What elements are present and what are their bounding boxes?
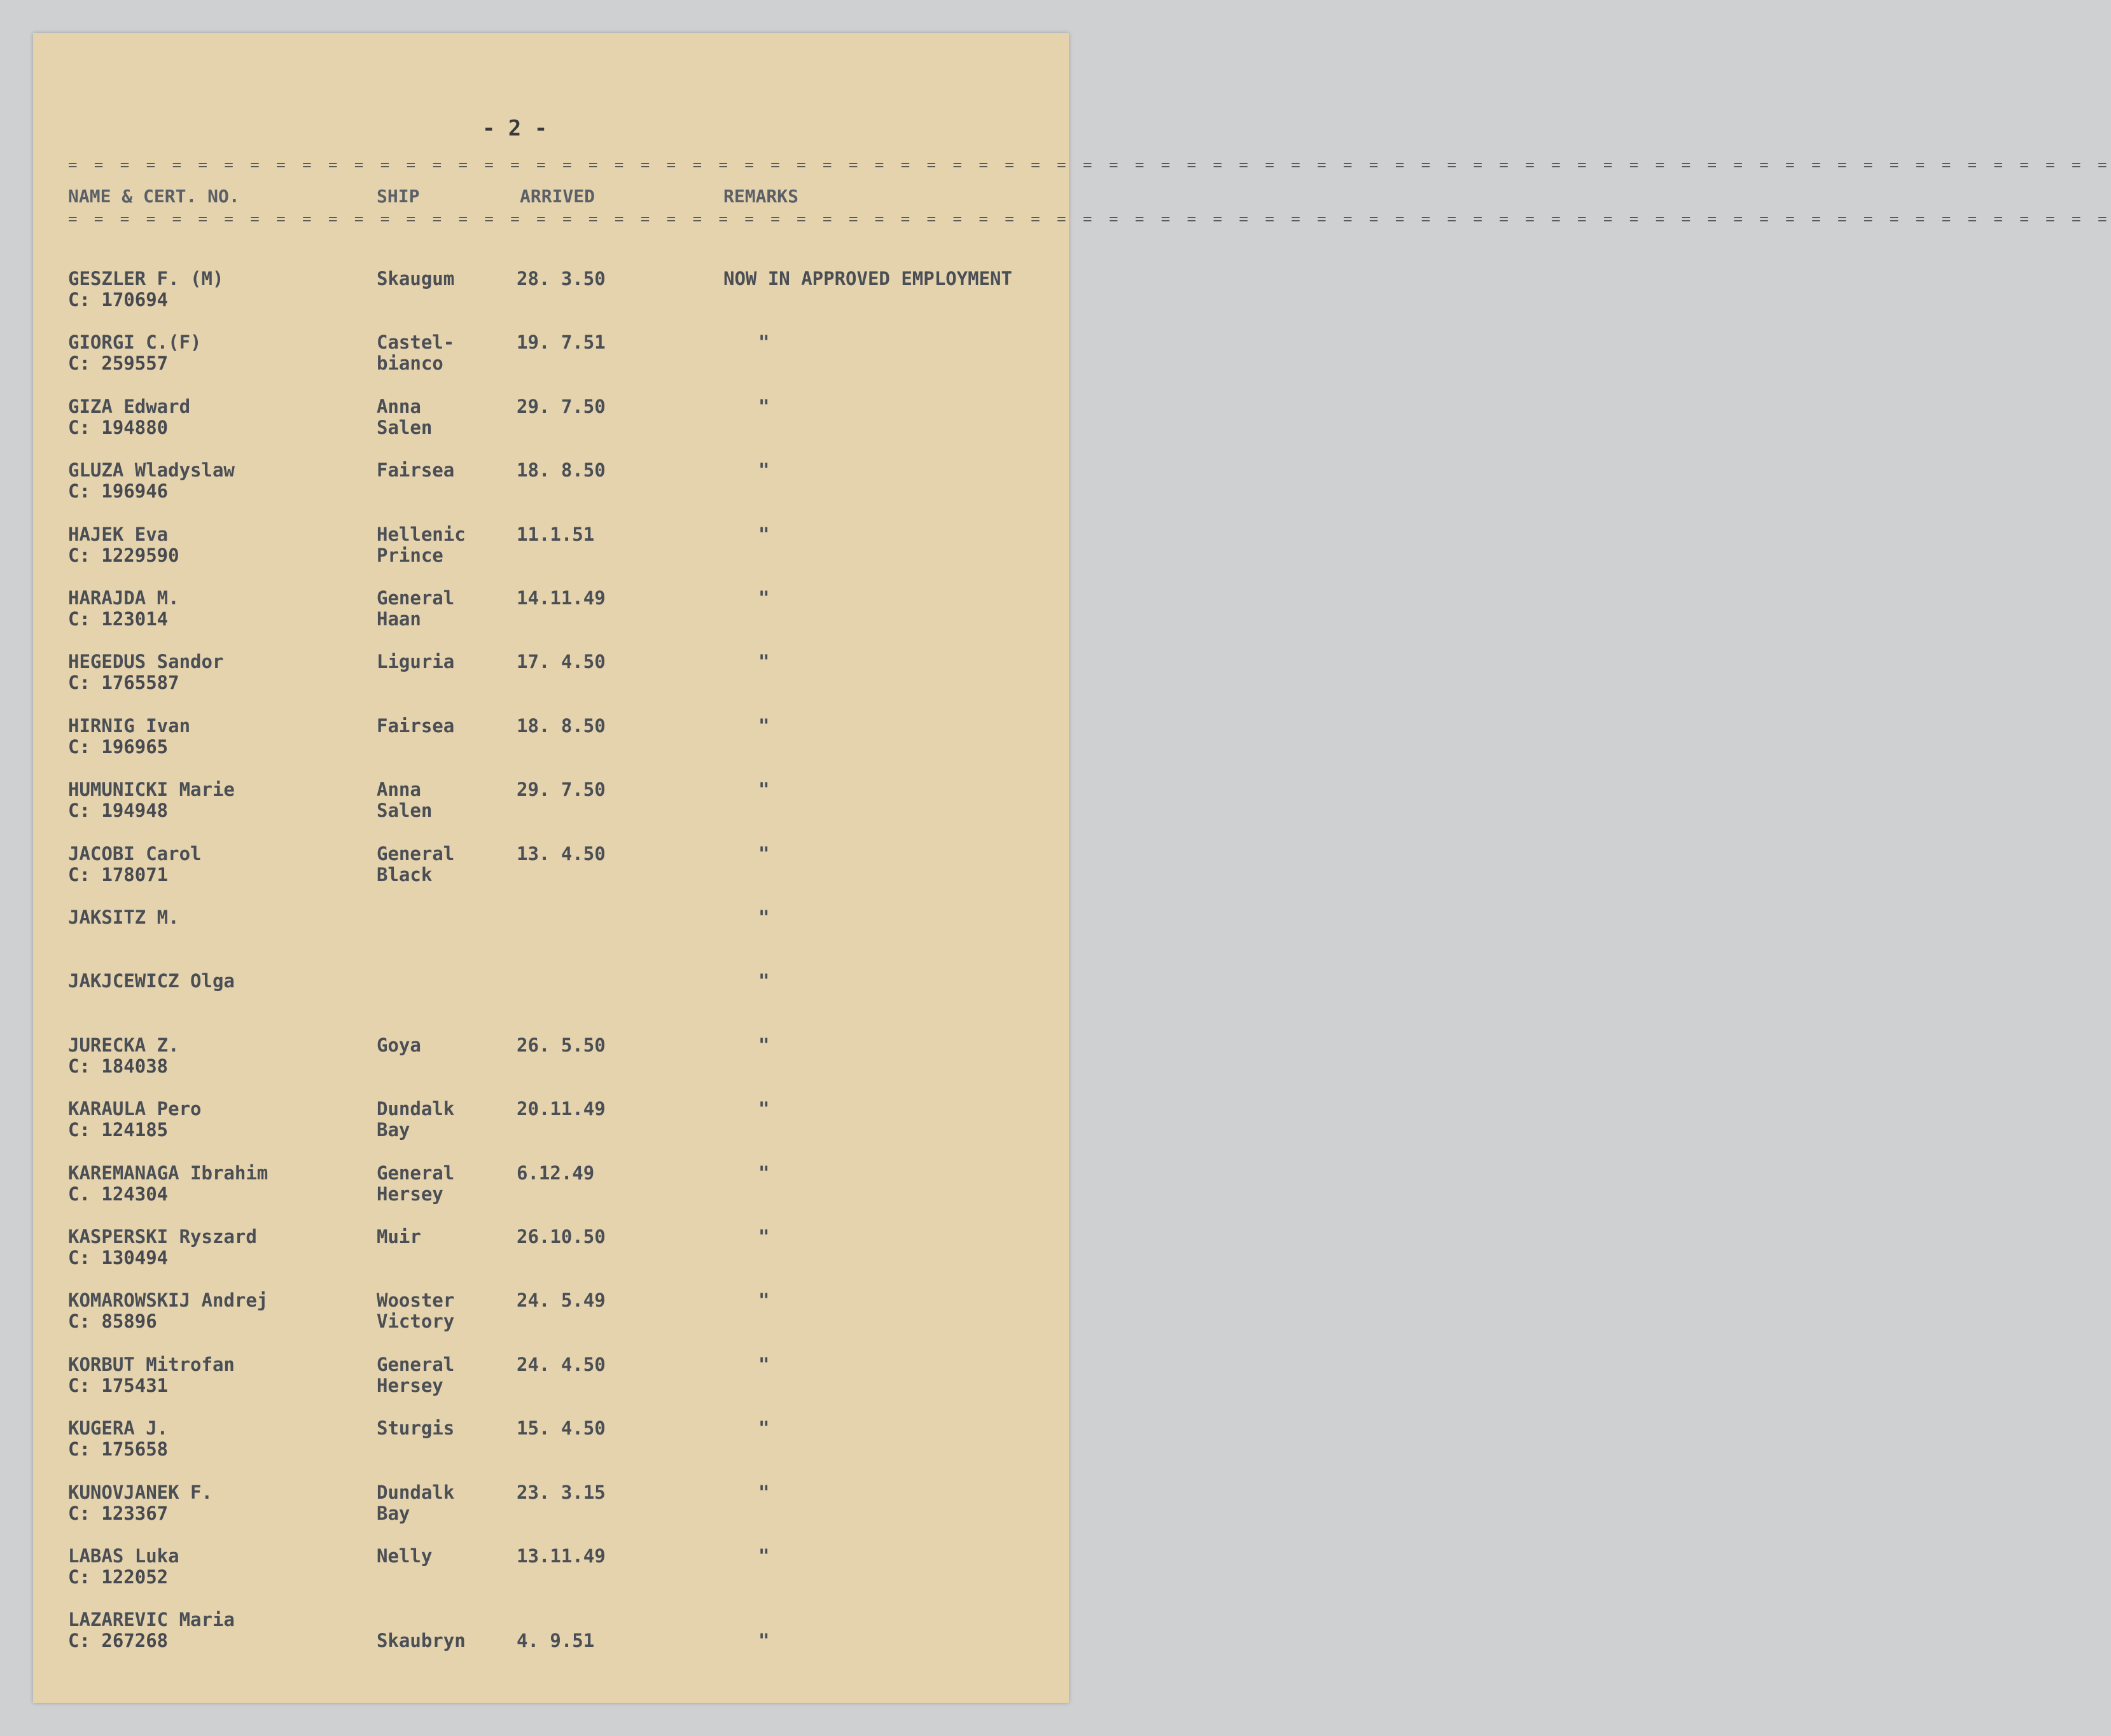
name-cert-cell (68, 332, 367, 374)
cert-number: C: 184038 (68, 1055, 169, 1077)
table-row (33, 396, 1069, 454)
remark-ditto-mark: " (758, 1098, 770, 1120)
arrived-date: 6.12.49 (517, 1162, 595, 1184)
header-rule-top: = = = = = = = = = = = = = = = = = = = = = = = = = = = = = = = = = = = = = = = = = = = = = = = = = = = = = = = = = = = = = = = = = = = = = = = = = = = = = = = (68, 156, 2111, 174)
arrived-date: 29. 7.50 (517, 779, 606, 801)
cert-number: C: 123367 (68, 1502, 169, 1524)
person-name: KASPERSKI Ryszard (68, 1226, 257, 1247)
name-cert-cell (68, 396, 367, 438)
name-cert-cell (68, 844, 367, 885)
person-name: GIZA Edward (68, 395, 191, 417)
cert-number: C: 124185 (68, 1119, 169, 1141)
name-cert-cell (68, 1226, 367, 1268)
cert-number: C: 175431 (68, 1374, 169, 1396)
name-cert-cell (68, 716, 367, 758)
name-cert-cell (68, 460, 367, 502)
arrived-date: 18. 8.50 (517, 714, 606, 737)
cert-number: C: 267268 (68, 1630, 169, 1652)
ship-name-line2: Hersey (377, 1374, 443, 1396)
cert-number: C: 196965 (68, 735, 169, 758)
arrived-date: 15. 4.50 (517, 1417, 606, 1440)
table-row (33, 1226, 1069, 1284)
name-cert-cell (68, 1163, 367, 1205)
arrived-date: 28. 3.50 (517, 268, 606, 289)
ship-cell (377, 779, 510, 821)
ship-name-line1: General (377, 1162, 455, 1184)
ship-name-line1 (377, 1609, 510, 1630)
name-cert-cell (68, 1418, 367, 1460)
remark-ditto-mark: " (758, 906, 770, 928)
table-row (33, 651, 1069, 709)
arrived-date: 23. 3.15 (517, 1481, 606, 1503)
ship-name-line1: General (377, 1353, 455, 1375)
remark-ditto-mark: " (758, 842, 770, 865)
ship-name-line1: Hellenic (377, 523, 466, 545)
ship-cell (377, 844, 510, 885)
ship-cell (377, 1099, 510, 1141)
cert-number: C: 194948 (68, 800, 169, 822)
ship-name-line2: Hersey (377, 1183, 443, 1205)
remark-ditto-mark: " (758, 1034, 770, 1056)
ship-cell (377, 971, 510, 992)
ship-name-line1: General (377, 842, 455, 865)
ship-name-line1: Dundalk (377, 1098, 455, 1120)
name-cert-cell (68, 524, 367, 566)
arrived-date: 24. 4.50 (517, 1353, 606, 1375)
person-name: JURECKA Z. (68, 1034, 179, 1056)
cert-number: C: 123014 (68, 608, 169, 630)
person-name: GLUZA Wladyslaw (68, 459, 235, 482)
ship-name-line2: Bay (377, 1502, 410, 1524)
ship-cell (377, 460, 510, 481)
ship-name-line1: Fairsea (377, 459, 455, 482)
table-row (33, 907, 1069, 964)
cert-number: C: 194880 (68, 416, 169, 438)
person-name: JACOBI Carol (68, 842, 202, 865)
table-row (33, 460, 1069, 517)
remark-text: NOW IN APPROVED EMPLOYMENT (723, 268, 1012, 289)
person-name: KAREMANAGA Ibrahim (68, 1162, 268, 1184)
ship-name-line2: Haan (377, 608, 421, 630)
arrived-date: 26. 5.50 (517, 1034, 606, 1056)
table-row (33, 1163, 1069, 1220)
person-name: HARAJDA M. (68, 587, 179, 609)
ship-name-line2: Black (377, 863, 433, 885)
ship-name-line2: Skaubryn (377, 1630, 466, 1652)
ship-name-line2: Victory (377, 1310, 455, 1333)
page-number: - 2 - (482, 116, 548, 141)
ship-name-line2: Bay (377, 1119, 410, 1141)
ship-name-line1: General (377, 587, 455, 609)
arrived-date: 4. 9.51 (517, 1630, 595, 1652)
table-row (33, 588, 1069, 645)
ship-name-line1: Anna (377, 779, 421, 801)
person-name: KORBUT Mitrofan (68, 1353, 235, 1375)
table-row (33, 1290, 1069, 1347)
ship-name-line2: Prince (377, 544, 443, 566)
header-arrived: ARRIVED (520, 186, 596, 207)
name-cert-cell (68, 268, 367, 310)
header-ship: SHIP (377, 186, 420, 207)
name-cert-cell (68, 1290, 367, 1332)
ship-name-line2: bianco (377, 352, 443, 375)
arrived-date: 24. 5.49 (517, 1289, 606, 1312)
remark-ditto-mark: " (758, 587, 770, 609)
name-cert-cell (68, 779, 367, 821)
name-cert-cell (68, 1546, 367, 1588)
arrived-date: 11.1.51 (517, 523, 595, 545)
name-cert-cell (68, 1035, 367, 1077)
person-name: KUGERA J. (68, 1417, 169, 1440)
table-row (33, 1354, 1069, 1412)
arrived-date: 20.11.49 (517, 1098, 606, 1120)
name-cert-cell (68, 1354, 367, 1396)
table-row (33, 268, 1069, 326)
person-name: GESZLER F. (M) (68, 268, 224, 289)
ship-cell (377, 588, 510, 630)
table-row (33, 1482, 1069, 1539)
person-name: HEGEDUS Sandor (68, 651, 224, 673)
remark-ditto-mark: " (758, 651, 770, 673)
ship-name-line1: Dundalk (377, 1481, 455, 1503)
cert-number: C: 130494 (68, 1247, 169, 1268)
name-cert-cell (68, 907, 367, 928)
person-name: KARAULA Pero (68, 1098, 202, 1120)
person-name: KOMAROWSKIJ Andrej (68, 1289, 268, 1312)
cert-number: C: 1765587 (68, 672, 179, 694)
ship-name-line1: Fairsea (377, 714, 455, 737)
ship-name-line2: Salen (377, 416, 433, 438)
ship-cell (377, 907, 510, 928)
cert-number: C. 124304 (68, 1183, 169, 1205)
person-name: HIRNIG Ivan (68, 714, 191, 737)
header-rule-bottom: = = = = = = = = = = = = = = = = = = = = = = = = = = = = = = = = = = = = = = = = = = = = = = = = = = = = = = = = = = = = = = = = = = = = = = = = = = = = = = = (68, 210, 2111, 228)
remark-ditto-mark: " (758, 1226, 770, 1247)
remark-ditto-mark: " (758, 395, 770, 417)
name-cert-cell (68, 651, 367, 693)
table-row (33, 716, 1069, 773)
document-page (33, 33, 2111, 1703)
ship-cell (377, 1354, 510, 1396)
arrived-date: 13.11.49 (517, 1545, 606, 1567)
name-cert-cell (68, 1609, 367, 1651)
ship-cell (377, 651, 510, 672)
person-name: HAJEK Eva (68, 523, 169, 545)
ship-name-line1: Skaugum (377, 268, 455, 289)
remark-ditto-mark: " (758, 1417, 770, 1440)
person-name: LAZAREVIC Maria (68, 1609, 235, 1631)
remark-ditto-mark: " (758, 1481, 770, 1503)
ship-cell (377, 268, 510, 289)
cert-number: C: 196946 (68, 480, 169, 503)
ship-cell (377, 1418, 510, 1439)
cert-number: C: 122052 (68, 1566, 169, 1588)
table-row (33, 1546, 1069, 1603)
ship-cell (377, 332, 510, 374)
ship-name-line1: Nelly (377, 1545, 433, 1567)
ship-cell (377, 1035, 510, 1056)
arrived-date: 17. 4.50 (517, 651, 606, 673)
remark-ditto-mark: " (758, 1162, 770, 1184)
person-name: JAKSITZ M. (68, 906, 179, 928)
name-cert-cell (68, 1099, 367, 1141)
arrived-date: 19. 7.51 (517, 331, 606, 354)
ship-name-line1 (377, 971, 510, 992)
person-name: JAKJCEWICZ Olga (68, 970, 235, 992)
ship-name-line1: Anna (377, 395, 421, 417)
table-row (33, 1035, 1069, 1092)
remark-ditto-mark: " (758, 523, 770, 545)
arrived-date: 13. 4.50 (517, 842, 606, 865)
ship-name-line1: Wooster (377, 1289, 455, 1312)
ship-cell (377, 1609, 510, 1651)
table-row (33, 524, 1069, 581)
arrived-date: 18. 8.50 (517, 459, 606, 482)
person-name: HUMUNICKI Marie (68, 779, 235, 801)
ship-cell (377, 1226, 510, 1247)
name-cert-cell (68, 588, 367, 630)
arrived-date: 26.10.50 (517, 1226, 606, 1247)
ship-name-line2: Salen (377, 800, 433, 822)
name-cert-cell (68, 971, 367, 992)
remark-ditto-mark: " (758, 779, 770, 801)
ship-name-line1 (377, 907, 510, 928)
person-name: LABAS Luka (68, 1545, 179, 1567)
ship-name-line1: Liguria (377, 651, 455, 673)
ship-cell (377, 716, 510, 737)
cert-number: C: 85896 (68, 1310, 157, 1333)
table-row (33, 1099, 1069, 1156)
ship-cell (377, 1290, 510, 1332)
remark-ditto-mark: " (758, 714, 770, 737)
ship-name-line1: Sturgis (377, 1417, 455, 1440)
cert-number: C: 259557 (68, 352, 169, 375)
name-cert-cell (68, 1482, 367, 1524)
table-row (33, 1609, 1069, 1667)
cert-number: C: 1229590 (68, 544, 179, 566)
remark-ditto-mark: " (758, 1353, 770, 1375)
table-row (33, 1418, 1069, 1475)
table-header (33, 186, 1069, 211)
remark-ditto-mark: " (758, 1545, 770, 1567)
table-row (33, 332, 1069, 389)
ship-cell (377, 524, 510, 566)
cert-number: C: 178071 (68, 863, 169, 885)
arrived-date: 14.11.49 (517, 587, 606, 609)
table-row (33, 844, 1069, 901)
remark-ditto-mark: " (758, 331, 770, 354)
header-name-cert: NAME & CERT. NO. (68, 186, 240, 207)
person-name: GIORGI C.(F) (68, 331, 202, 354)
ship-cell (377, 1546, 510, 1567)
ship-cell (377, 1482, 510, 1524)
arrived-date: 29. 7.50 (517, 395, 606, 417)
ship-cell (377, 1163, 510, 1205)
cert-number: C: 175658 (68, 1438, 169, 1461)
ship-name-line1: Muir (377, 1226, 421, 1247)
remark-ditto-mark: " (758, 970, 770, 992)
table-row (33, 971, 1069, 1028)
remark-ditto-mark: " (758, 459, 770, 482)
ship-cell (377, 396, 510, 438)
cert-number: C: 170694 (68, 289, 169, 310)
remark-ditto-mark: " (758, 1630, 770, 1652)
table-row (33, 779, 1069, 837)
header-remarks: REMARKS (723, 186, 799, 207)
person-name: KUNOVJANEK F. (68, 1481, 212, 1503)
remark-ditto-mark: " (758, 1289, 770, 1312)
ship-name-line1: Goya (377, 1034, 421, 1056)
ship-name-line1: Castel- (377, 331, 455, 354)
